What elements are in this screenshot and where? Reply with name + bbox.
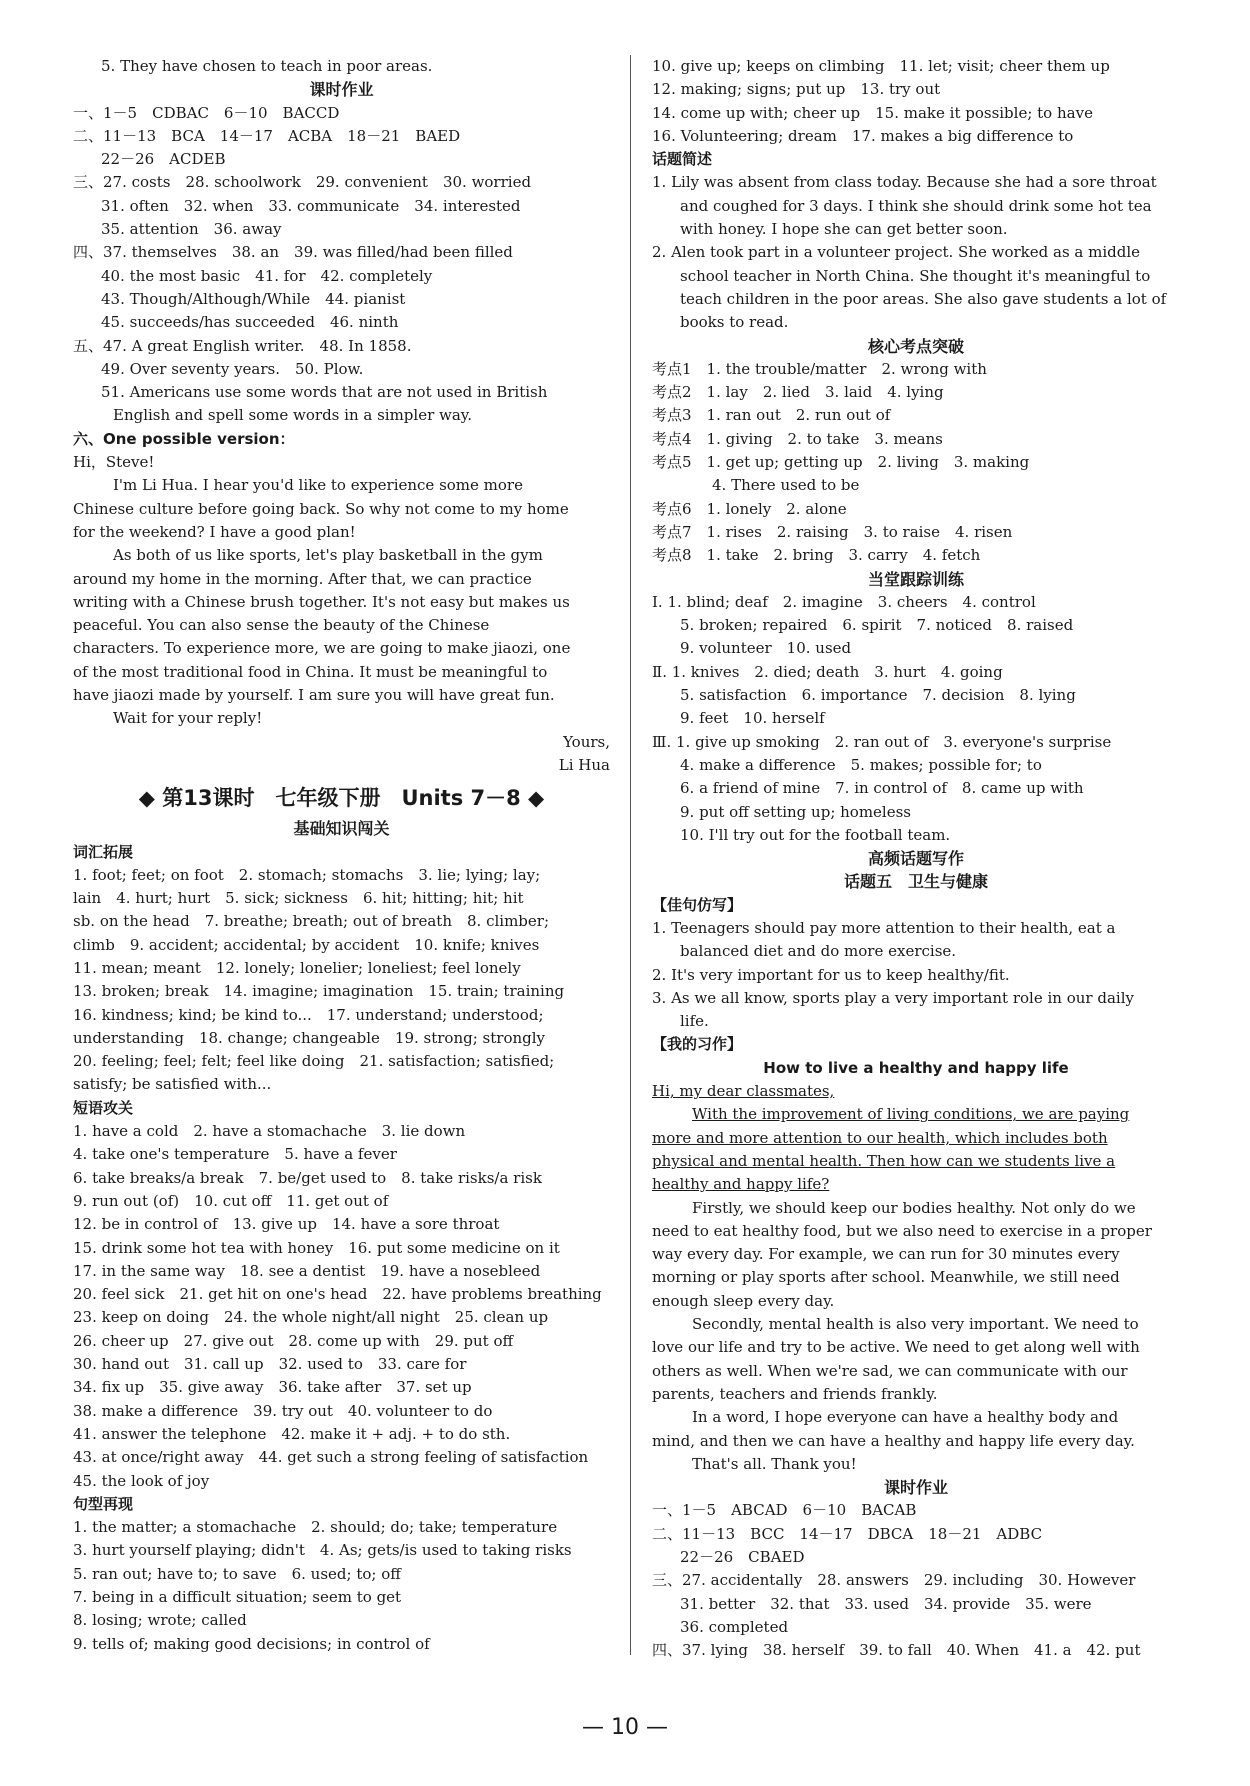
text-line: 49. Over seventy years. 50. Plow. [101,359,364,378]
text-line: 22－26 ACDEB [101,150,226,169]
text-line: 3. hurt yourself playing; didn't 4. As; gets/is used to taking risks [73,1541,572,1560]
text-line: 14. come up with; cheer up 15. make it possible; to have [652,103,1093,122]
text-line: 考点7 1. rises 2. raising 3. to raise 4. risen [652,522,1013,541]
text-line: sb. on the head 7. breathe; breath; out of breath 8. climber; [73,912,549,931]
text-line: 考点3 1. ran out 2. run out of [652,406,891,425]
text-line: 7. being in a difficult situation; seem to get [73,1588,402,1606]
left-column [73,55,610,1656]
section-heading: 基础知识闯关 [293,819,390,839]
text-line: teach children in the poor areas. She also gave students a lot of [680,289,1167,308]
text-line: Firstly, we should keep our bodies healthy. Not only do we [692,1198,1136,1217]
text-line: 26. cheer up 27. give out 28. come up with 29. put off [73,1331,514,1350]
text-line: I'm Li Hua. I hear you'd like to experience some more [113,476,523,495]
text-line: 20. feeling; feel; felt; feel like doing 21. satisfaction; satisfied; [73,1052,555,1071]
text-line: 考点6 1. lonely 2. alone [652,499,847,518]
text-line: climb 9. accident; accidental; by accident 10. knife; knives [73,935,540,954]
text-line: around my home in the morning. After that, we can practice [73,569,532,588]
text-line: 1. foot; feet; on foot 2. stomach; stomachs 3. lie; lying; lay; [73,865,541,884]
section-heading: 核心考点突破 [867,336,964,356]
text-line: mind, and then we can have a healthy and happy life every day. [652,1431,1135,1450]
text-line: and coughed for 3 days. I think she should drink some hot tea [680,196,1152,215]
text-line: 4. take one's temperature 5. have a fever [73,1145,397,1164]
text-line: 41. answer the telephone 42. make it + adj. + to do sth. [73,1424,511,1443]
text-line: That's all. Thank you! [692,1454,857,1473]
subheading: 句型再现 [73,1494,134,1513]
text-line: 43. at once/right away 44. get such a strong feeling of satisfaction [73,1448,589,1467]
text-line: way every day. For example, we can run for 30 minutes every [652,1245,1120,1264]
text-line: balanced diet and do more exercise. [680,942,957,961]
text-line: 12. be in control of 13. give up 14. have a sore throat [73,1215,500,1234]
text-line: As both of us like sports, let's play basketball in the gym [113,546,543,565]
text-line: English and spell some words in a simpler way. [113,406,473,425]
text-line: 考点5 1. get up; getting up 2. living 3. making [652,453,1030,472]
text-line: 1. have a cold 2. have a stomachache 3. lie down [73,1122,466,1141]
text-line: 二、11－13 BCC 14－17 DBCA 18－21 ADBC [652,1524,1043,1543]
section-heading: ◆ 第13课时 七年级下册 Units 7－8 ◆ [138,786,545,811]
text-line: 9. feet 10. herself [680,709,825,728]
text-line: 51. Americans use some words that are not used in British [101,383,548,402]
subheading: 话题简述 [652,150,713,169]
text-line: peaceful. You can also sense the beauty of the Chinese [73,616,490,635]
column-divider [630,55,631,1655]
text-line: Ⅲ. 1. give up smoking 2. ran out of 3. everyone's surprise [652,732,1112,751]
text-line: 二、11－13 BCA 14－17 ACBA 18－21 BAED [73,126,461,145]
subheading: 词汇拓展 [73,842,134,861]
text-line: 四、37. themselves 38. an 39. was filled/had been filled [73,243,513,262]
text-line: 5. broken; repaired 6. spirit 7. noticed 8. raised [680,616,1074,635]
text-line: lain 4. hurt; hurt 5. sick; sickness 6. hit; hitting; hit; hit [73,889,524,908]
text-line: 2. It's very important for us to keep healthy/fit. [652,965,1010,984]
text-line: 考点2 1. lay 2. lied 3. laid 4. lying [652,383,944,402]
text-line: 三、27. costs 28. schoolwork 29. convenient 30. worried [73,173,532,192]
text-line: 1. the matter; a stomachache 2. should; do; take; temperature [73,1518,558,1537]
text-line: books to read. [680,313,789,332]
text-line: 三、27. accidentally 28. answers 29. including 30. However [652,1571,1136,1590]
text-line: with honey. I hope she can get better soon. [680,220,1008,239]
text-line: satisfy; be satisfied with... [73,1075,272,1094]
text-line: writing with a Chinese brush together. It's not easy but makes us [73,592,570,611]
section-heading: 当堂跟踪训练 [867,569,964,589]
text-line: 45. succeeds/has succeeded 46. ninth [101,313,399,332]
text-line: love our life and try to be active. We need to get along well with [652,1338,1140,1357]
text-line: 40. the most basic 41. for 42. completely [101,266,433,285]
text-line: 12. making; signs; put up 13. try out [652,80,941,99]
text-line: 5. satisfaction 6. importance 7. decision 8. lying [680,686,1076,705]
text-line: 五、47. A great English writer. 48. In 1858. [73,336,412,355]
text-line: 1. Lily was absent from class today. Because she had a sore throat [652,173,1157,192]
text-line: 9. run out (of) 10. cut off 11. get out of [73,1191,389,1210]
text-line: 4. There used to be [652,476,860,495]
text-line: Hi, my dear classmates, [652,1082,835,1101]
text-line: physical and mental health. Then how can we students live a [652,1151,1116,1170]
text-line: 6. take breaks/a break 7. be/get used to 8. take risks/a risk [73,1168,542,1187]
section-heading: 话题五 卫生与健康 [843,872,988,892]
text-line: more and more attention to our health, which includes both [652,1128,1108,1147]
text-line: 考点1 1. the trouble/matter 2. wrong with [652,359,987,378]
section-heading: 高频话题写作 [867,849,964,869]
text-line: for the weekend? I have a good plan! [73,522,356,541]
text-line: 8. losing; wrote; called [73,1611,247,1630]
text-line: 30. hand out 31. call up 32. used to 33. care for [73,1355,467,1374]
text-line: 38. make a difference 39. try out 40. volunteer to do [73,1401,493,1420]
text-line: 10. give up; keeps on climbing 11. let; visit; cheer them up [652,57,1110,75]
text-line: 45. the look of joy [73,1471,210,1490]
text-line: 考点8 1. take 2. bring 3. carry 4. fetch [652,546,981,565]
text-line: 9. tells of; making good decisions; in control of [73,1634,430,1653]
right-column [652,55,1180,1662]
text-line: 5. They have chosen to teach in poor areas. [101,57,433,75]
page-number: — 10 — [582,1715,668,1740]
text-line: 23. keep on doing 24. the whole night/all night 25. clean up [73,1308,549,1327]
text-line: have jiaozi made by yourself. I am sure you will have great fun. [73,686,555,705]
text-line: others as well. When we're sad, we can communicate with our [652,1361,1128,1380]
text-line: Li Hua [558,755,610,774]
text-line: 10. I'll try out for the football team. [680,825,951,844]
text-line: Wait for your reply! [113,709,263,728]
text-line: parents, teachers and friends frankly. [652,1384,938,1403]
text-line: life. [680,1012,709,1031]
text-line: 9. volunteer 10. used [680,639,852,658]
text-line: 22－26 CBAED [680,1548,805,1566]
section-heading: 课时作业 [309,80,374,100]
text-line: 考点4 1. giving 2. to take 3. means [652,429,943,448]
text-line: 16. kindness; kind; be kind to... 17. understand; understood; [73,1005,544,1024]
text-line: characters. To experience more, we are going to make jiaozi, one [73,639,571,658]
text-line: 31. better 32. that 33. used 34. provide 35. were [680,1594,1092,1613]
text-line: Ⅰ. 1. blind; deaf 2. imagine 3. cheers 4. control [652,592,1036,611]
text-line: In a word, I hope everyone can have a healthy body and [692,1408,1119,1427]
text-line: 31. often 32. when 33. communicate 34. interested [101,196,521,215]
text-line: 9. put off setting up; homeless [680,802,911,821]
text-line: 6. a friend of mine 7. in control of 8. came up with [680,779,1084,798]
text-line: 36. completed [680,1617,789,1636]
text-line: healthy and happy life? [652,1175,830,1194]
text-line: Secondly, mental health is also very important. We need to [692,1315,1139,1334]
text-line: With the improvement of living conditions, we are paying [692,1105,1130,1124]
text-line: 1. Teenagers should pay more attention to their health, eat a [652,918,1116,937]
text-line: 3. As we all know, sports play a very important role in our daily [652,988,1134,1007]
text-line: Hi，Steve! [73,453,155,472]
subheading: 六、One possible version： [73,429,295,448]
text-line: 5. ran out; have to; to save 6. used; to; off [73,1564,401,1583]
text-line: 15. drink some hot tea with honey 16. put some medicine on it [73,1238,560,1257]
text-line: 11. mean; meant 12. lonely; lonelier; loneliest; feel lonely [73,958,521,977]
subheading: How to live a healthy and happy life [763,1058,1069,1077]
text-line: 17. in the same way 18. see a dentist 19. have a nosebleed [73,1261,541,1280]
text-line: of the most traditional food in China. It must be meaningful to [73,662,548,681]
text-line: 一、1－5 CDBAC 6－10 BACCD [73,103,340,122]
text-line: 四、37. lying 38. herself 39. to fall 40. When 41. a 42. put [652,1641,1141,1660]
text-line: 13. broken; break 14. imagine; imagination 15. train; training [73,982,565,1001]
text-line: 4. make a difference 5. makes; possible for; to [680,755,1042,774]
text-line: 16. Volunteering; dream 17. makes a big difference to [652,126,1074,145]
text-line: 43. Though/Although/While 44. pianist [101,289,406,308]
text-line: Chinese culture before going back. So why not come to my home [73,499,569,518]
text-line: school teacher in North China. She thought it's meaningful to [680,266,1151,285]
text-line: understanding 18. change; changeable 19. strong; strongly [73,1028,546,1047]
text-line: enough sleep every day. [652,1291,835,1310]
section-heading: 课时作业 [883,1478,948,1498]
text-line: morning or play sports after school. Meanwhile, we still need [652,1268,1120,1287]
subheading: 短语攻关 [73,1098,134,1117]
text-line: 20. feel sick 21. get hit on one's head 22. have problems breathing [73,1285,602,1304]
subheading: 【佳句仿写】 [652,895,743,914]
text-line: 35. attention 36. away [101,220,282,239]
text-line: 34. fix up 35. give away 36. take after 37. set up [73,1378,472,1397]
text-line: Ⅱ. 1. knives 2. died; death 3. hurt 4. going [652,662,1003,681]
text-line: 2. Alen took part in a volunteer project. She worked as a middle [652,243,1141,262]
text-line: Yours, [563,732,610,751]
text-line: need to eat healthy food, but we also need to exercise in a proper [652,1221,1152,1240]
subheading: 【我的习作】 [652,1035,743,1054]
text-line: 一、1－5 ABCAD 6－10 BACAB [652,1501,917,1520]
